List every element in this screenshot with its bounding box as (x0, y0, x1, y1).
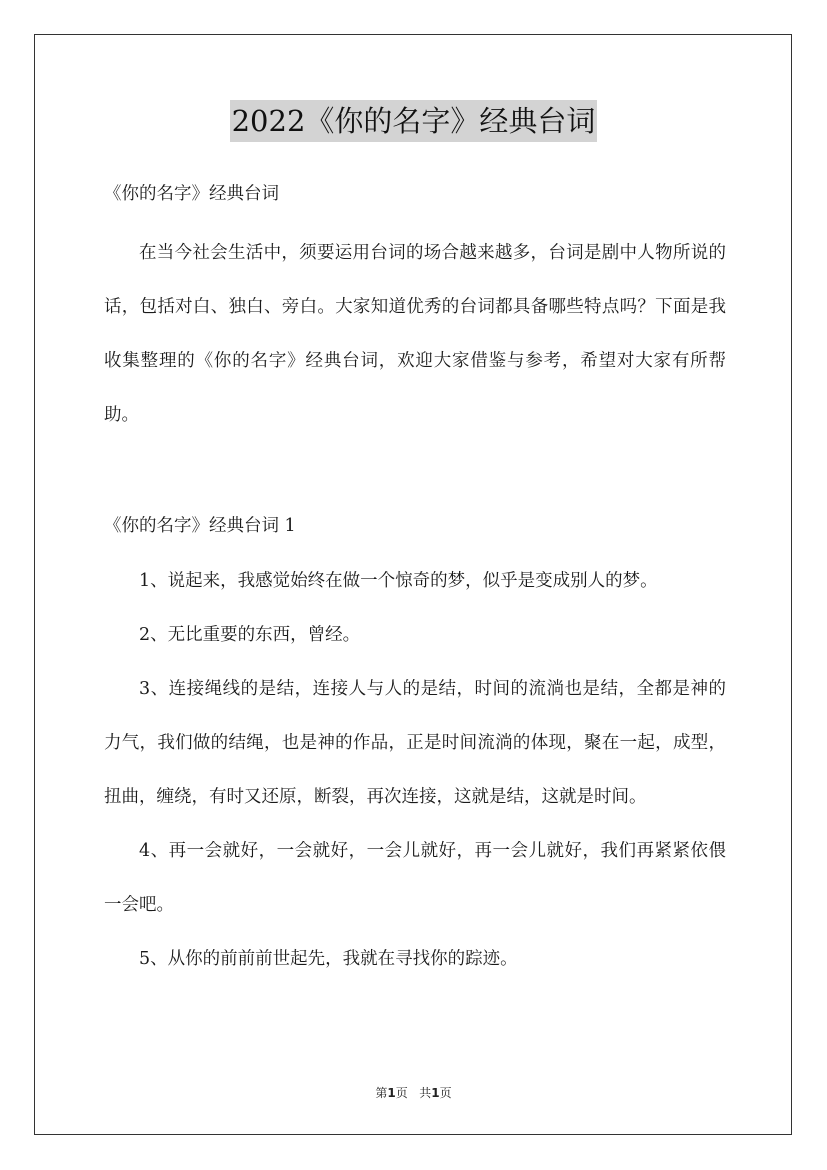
title-wrap (0, 100, 827, 142)
page-label-suffix: 页 (395, 1086, 408, 1100)
total-pages: 1 (431, 1086, 440, 1100)
page-footer (0, 1084, 827, 1101)
section-heading: 《你的名字》经典台词 1 (104, 516, 296, 536)
quote-line-5: 5、从你的前前前世起先，我就在寻找你的踪迹。 (139, 949, 518, 969)
page-number: 1 (387, 1086, 396, 1100)
quote-line-4: 4、再一会就好，一会就好，一会儿就好，再一会儿就好，我们再紧紧依偎一会吧。 (104, 841, 726, 915)
subtitle: 《你的名字》经典台词 (104, 184, 279, 204)
document-body (104, 172, 726, 986)
page-label-prefix: 第 (375, 1086, 388, 1100)
total-prefix: 共 (419, 1086, 432, 1100)
quote-line-3: 3、连接绳线的是结，连接人与人的是结，时间的流淌也是结，全都是神的力气，我们做的结绳，也是神的作品，正是时间流淌的体现，聚在一起，成型，扭曲，缠绕，有时又还原，断裂，再次连接，这就是结，这就是时间。 (104, 679, 726, 807)
quote-line-2: 2、无比重要的东西，曾经。 (139, 625, 361, 645)
intro-paragraph: 在当今社会生活中，须要运用台词的场合越来越多，台词是剧中人物所说的话，包括对白、独白、旁白。大家知道优秀的台词都具备哪些特点吗？下面是我收集整理的《你的名字》经典台词，欢迎大家借鉴与参考，希望对大家有所帮助。 (104, 243, 726, 425)
document-title: 2022《你的名字》经典台词 (230, 100, 598, 142)
total-suffix: 页 (439, 1086, 452, 1100)
quote-line-1: 1、说起来，我感觉始终在做一个惊奇的梦，似乎是变成别人的梦。 (139, 571, 658, 591)
